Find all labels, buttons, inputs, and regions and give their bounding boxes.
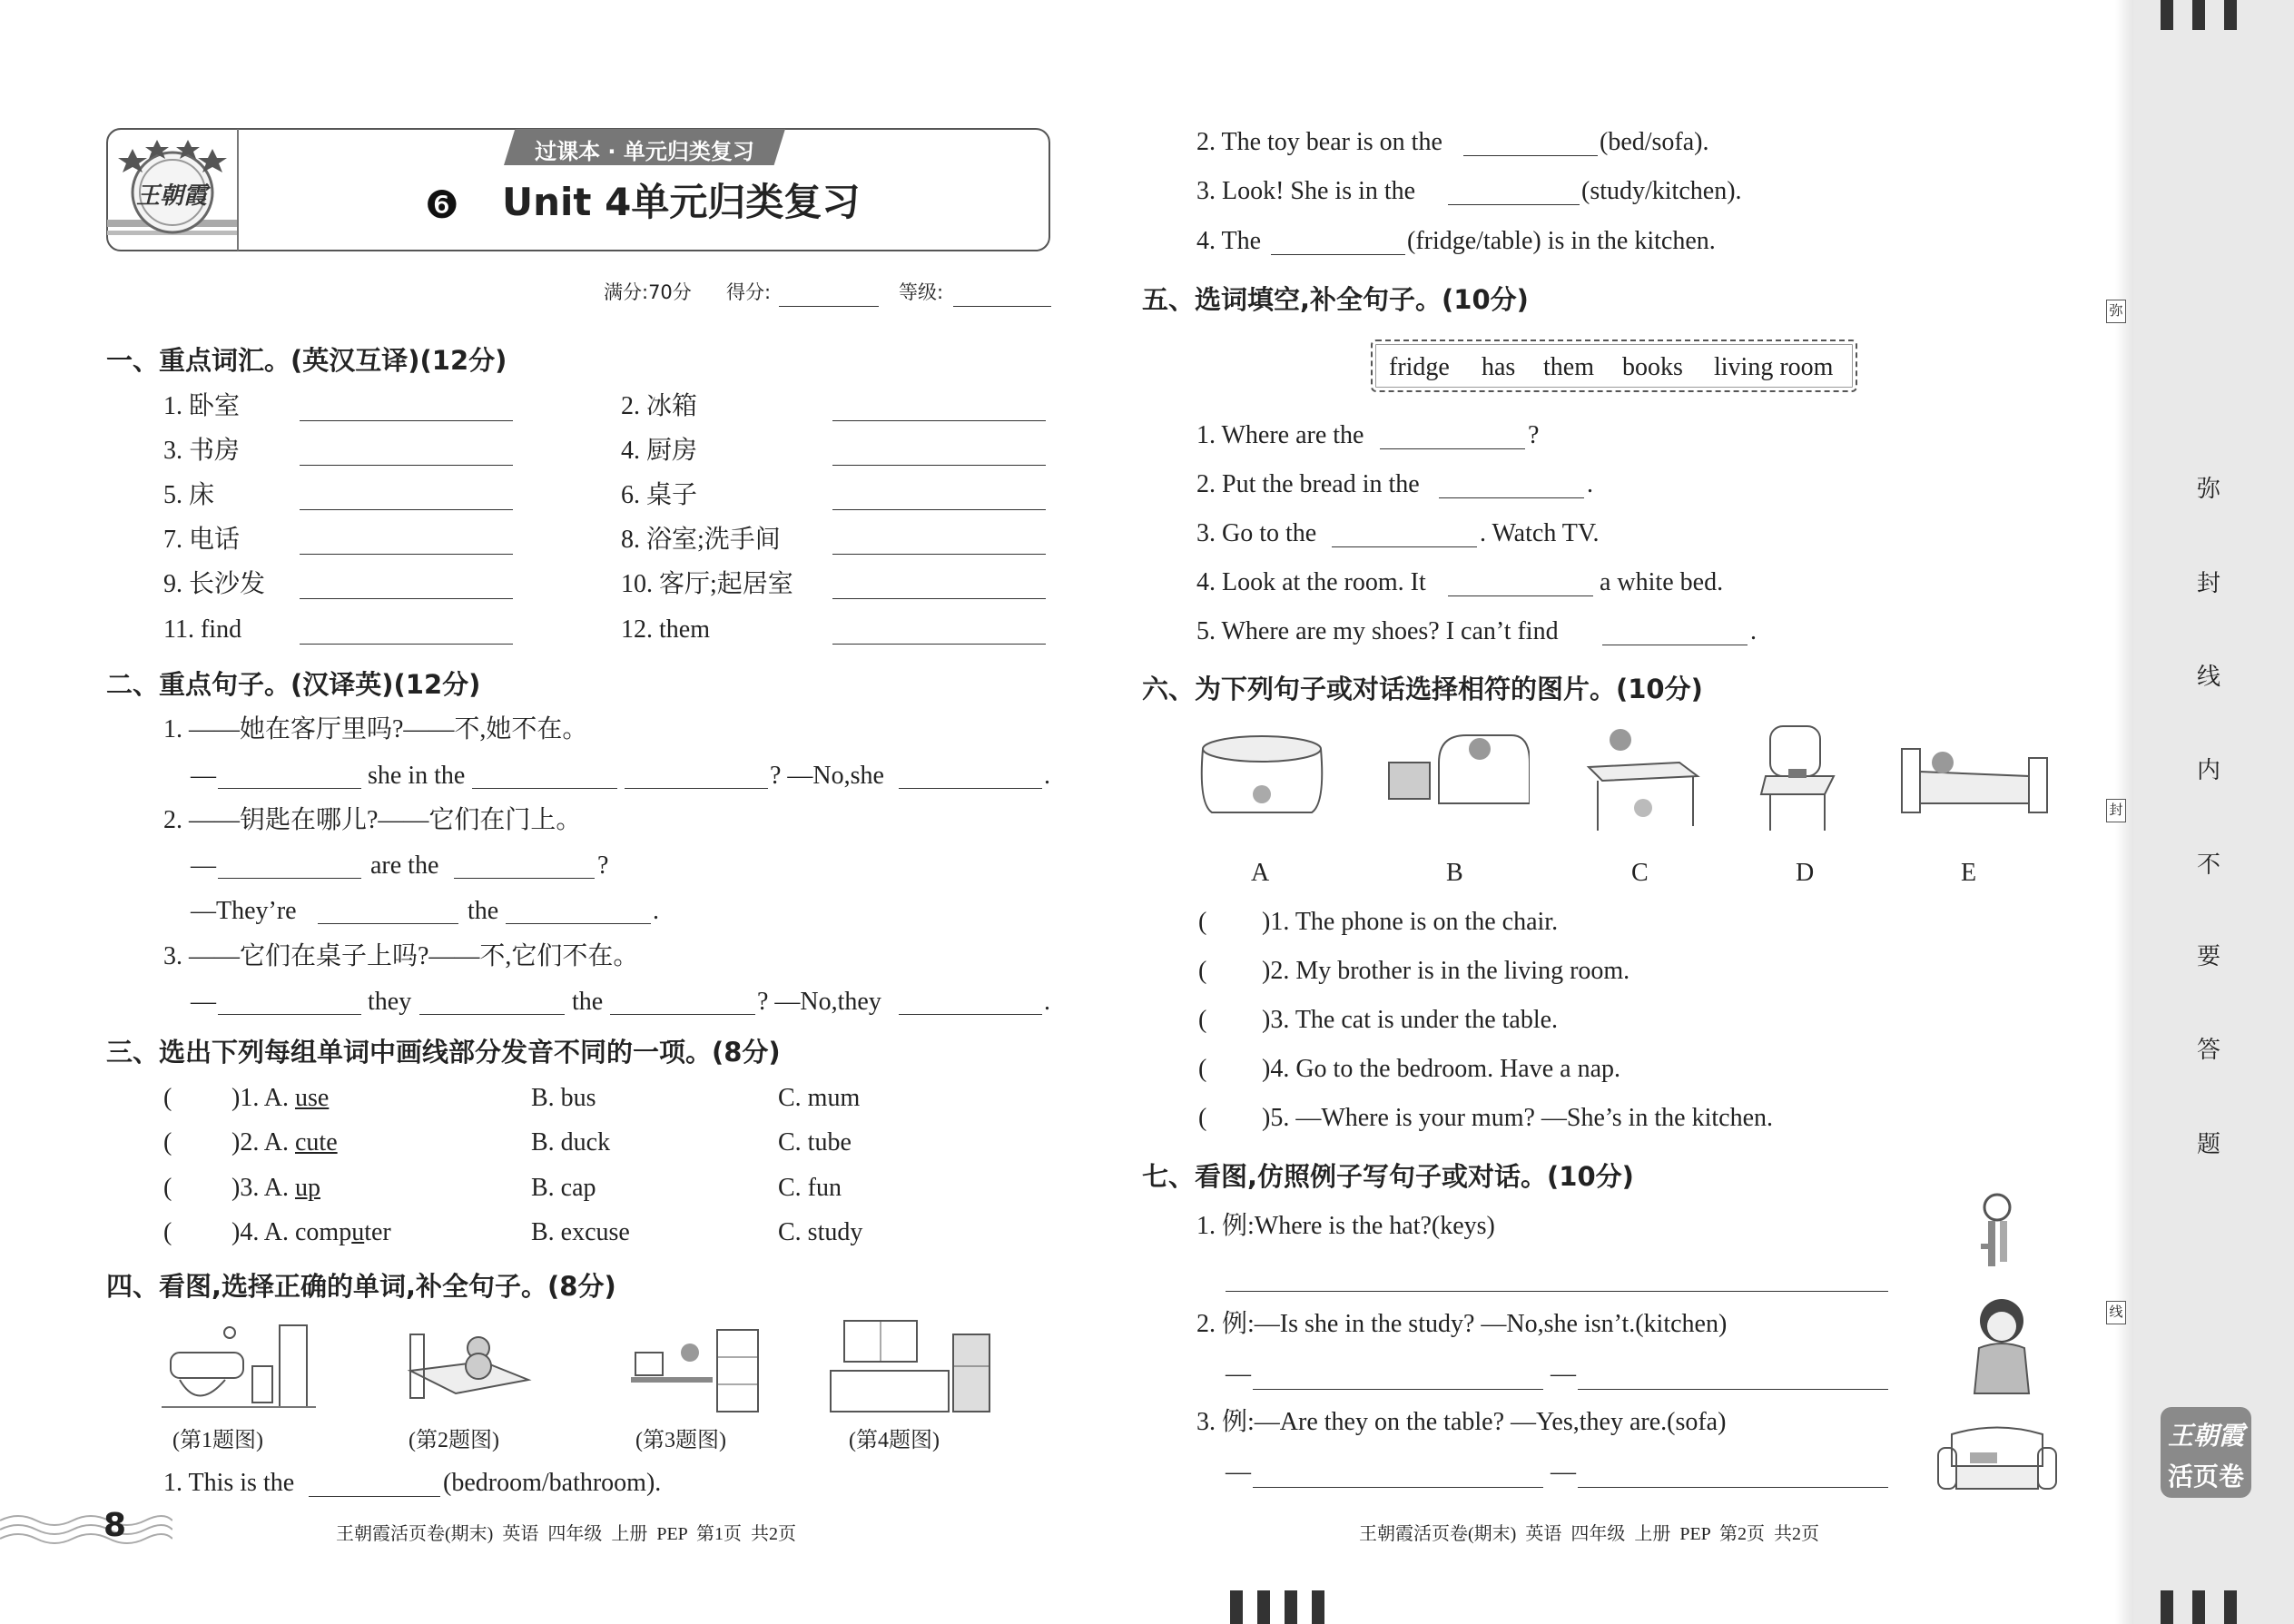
s7-dash: — [1226,1360,1251,1388]
s6-paren[interactable]: ( [1198,1055,1207,1083]
vocab-item: 3. 书房 [163,437,241,465]
bathroom-picture [162,1316,316,1421]
seal-line-char: 要 [2197,943,2221,970]
s6-paren[interactable]: ( [1198,1104,1207,1132]
answer-blank[interactable] [899,788,1042,789]
footer-left: 王朝霞活页卷(期末) 英语 四年级 上册 PEP 第1页 共2页 [336,1524,797,1544]
answer-blank[interactable] [1463,155,1598,156]
brand-badge-top: 王朝霞 [2167,1421,2244,1451]
section5-heading: 五、选词填空,补全句子。(10分) [1142,284,1529,315]
underlined-word: up [295,1174,320,1202]
seal-line-char: 封 [2197,570,2221,597]
brand-badge-bottom: 活页卷 [2167,1462,2244,1491]
s2-q3-text: the [572,988,604,1016]
bedroom-bear-picture [401,1316,537,1421]
seal-marker: 线 [2106,1301,2126,1324]
answer-blank[interactable] [454,878,595,879]
page-wave-decoration [0,1511,172,1552]
sofa-picture [1934,1416,2061,1507]
answer-blank[interactable] [1448,595,1593,596]
vocab-item: 5. 床 [163,481,215,509]
s4-q3-options: (study/kitchen). [1581,177,1742,205]
s2-q3-dot: . [1044,988,1050,1016]
picture-letter: C [1631,859,1649,887]
picture-E-bedroom-nap [1897,731,2052,826]
picture-C-cat-under-table [1580,722,1707,840]
s2-q1-text: ? —No,she [770,762,884,790]
s5-q5-end: . [1750,617,1757,645]
s3-row1-b: B. bus [531,1084,596,1112]
seal-marker: 弥 [2106,300,2126,323]
s2-q2-dash: — [191,851,216,880]
crop-mark [2224,1590,2237,1624]
answer-line[interactable] [1253,1487,1543,1488]
s2-q1-dot: . [1044,762,1050,790]
answer-blank[interactable] [1448,204,1580,205]
s4-q2-text: 2. The toy bear is on the [1196,128,1442,156]
s3-row1-c: C. mum [778,1084,861,1112]
s5-q3-text: 3. Go to the [1196,519,1317,547]
grade-field[interactable] [953,306,1051,307]
answer-blank[interactable] [1380,448,1525,449]
section7-heading: 七、看图,仿照例子写句子或对话。(10分) [1142,1161,1634,1192]
s5-q1-end: ? [1528,421,1540,449]
word-bank-item: fridge [1389,353,1450,381]
unit-number-badge: ❻ [425,182,459,227]
s2-q3-dash: — [191,988,216,1016]
answer-line[interactable] [1578,1389,1888,1390]
vocab-item: 7. 电话 [163,526,241,554]
s4-q4-text: 4. The [1196,227,1262,255]
s5-q4-text: 4. Look at the room. It [1196,568,1426,596]
vocab-item: 12. them [621,615,710,644]
s3-row4-c: C. study [778,1218,863,1246]
picture-letter: A [1251,859,1270,887]
vocab-item: 6. 桌子 [621,481,698,509]
answer-blank[interactable] [1439,497,1584,498]
answer-line[interactable] [1578,1487,1888,1488]
vocab-blank[interactable] [832,465,1046,466]
answer-blank[interactable] [610,1014,755,1015]
seal-line-char: 弥 [2197,476,2221,503]
s3-row3-num: )3. A. up [231,1174,320,1202]
answer-blank[interactable] [625,788,768,789]
figure-caption: (第3题图) [635,1429,726,1452]
section4-heading: 四、看图,选择正确的单词,补全句子。(8分) [106,1271,616,1302]
crop-mark [1285,1590,1297,1624]
s7-example3: 3. 例:—Are they on the table? —Yes,they are.(sofa) [1196,1408,1727,1436]
word-bank-item: books [1622,353,1683,381]
underlined-word: cute [295,1128,338,1156]
s3-row4-b: B. excuse [531,1218,630,1246]
s3-row2-num: )2. A. cute [231,1128,338,1156]
s7-dash: — [1226,1458,1251,1486]
crop-mark [1257,1590,1270,1624]
answer-line[interactable] [1253,1389,1543,1390]
answer-blank[interactable] [506,923,651,924]
s4-q2-options: (bed/sofa). [1600,128,1709,156]
study-picture [626,1321,772,1425]
picture-letter: E [1961,859,1977,887]
s2-q1-dash: — [191,762,216,790]
vocab-blank[interactable] [832,509,1046,510]
crop-mark [1230,1590,1243,1624]
answer-blank[interactable] [419,1014,565,1015]
s2-q3-text: they [368,988,412,1016]
vocab-blank[interactable] [832,598,1046,599]
s2-q2-text: the [468,897,499,925]
answer-blank[interactable] [1271,254,1405,255]
answer-blank[interactable] [318,923,458,924]
crop-mark [2161,0,2173,30]
answer-blank[interactable] [899,1014,1042,1015]
section3-heading: 三、选出下列每组单词中画线部分发音不同的一项。(8分) [106,1037,781,1068]
keys-picture [1970,1189,2024,1280]
s3-row3-b: B. cap [531,1174,596,1202]
underlined-word: computer [295,1218,391,1246]
score-field[interactable] [779,306,879,307]
vocab-blank[interactable] [300,465,513,466]
seal-line-char: 答 [2197,1037,2221,1064]
answer-blank[interactable] [1332,546,1477,547]
answer-blank[interactable] [218,788,361,789]
page-title: Unit 4单元归类复习 [502,180,861,224]
s2-q2-dot: . [653,897,659,925]
vocab-blank[interactable] [300,420,513,421]
s3-paren[interactable]: ( [163,1218,172,1246]
s3-row2-b: B. duck [531,1128,611,1156]
crop-mark [2192,0,2205,30]
girl-picture [1965,1294,2038,1403]
picture-D-phone-on-chair [1752,722,1852,840]
s4-q1-options: (bedroom/bathroom). [443,1469,662,1497]
crop-mark [2161,1590,2173,1624]
s2-q1-text: she in the [368,762,466,790]
vocab-blank[interactable] [300,554,513,555]
grade-label: 等级: [899,281,944,303]
word-bank-item: living room [1714,353,1834,381]
s6-paren[interactable]: ( [1198,957,1207,985]
s6-item: )5. —Where is your mum? —She’s in the kitchen. [1262,1104,1773,1132]
s3-paren[interactable]: ( [163,1174,172,1202]
s5-q3-end: . Watch TV. [1480,519,1600,547]
s7-dash: — [1551,1360,1576,1388]
s2-q3-prompt: 3. ——它们在桌子上吗?——不,它们不在。 [163,942,639,970]
vocab-item: 9. 长沙发 [163,570,266,598]
s7-example1: 1. 例:Where is the hat?(keys) [1196,1212,1495,1240]
vocab-item: 2. 冰箱 [621,392,698,420]
vocab-blank[interactable] [832,554,1046,555]
vocab-blank[interactable] [300,644,513,645]
word-bank-item: them [1543,353,1594,381]
s6-paren[interactable]: ( [1198,908,1207,936]
footer-right: 王朝霞活页卷(期末) 英语 四年级 上册 PEP 第2页 共2页 [1359,1524,1820,1544]
section2-heading: 二、重点句子。(汉译英)(12分) [106,669,481,700]
vocab-blank[interactable] [300,509,513,510]
answer-blank[interactable] [218,878,361,879]
got-label: 得分: [726,281,772,303]
s3-row2-c: C. tube [778,1128,852,1156]
page-number: 8 [103,1507,127,1544]
vocab-blank[interactable] [832,644,1046,645]
answer-blank[interactable] [309,1496,440,1497]
s2-q1-prompt: 1. ——她在客厅里吗?——不,她不在。 [163,715,588,743]
seal-line-char: 题 [2197,1131,2221,1158]
crop-mark [2192,1590,2205,1624]
word-bank-item: has [1482,353,1516,381]
vocab-blank[interactable] [832,420,1046,421]
s6-item: )3. The cat is under the table. [1262,1006,1559,1034]
s3-row3-c: C. fun [778,1174,842,1202]
seal-line-char: 线 [2197,664,2221,691]
crop-mark [1312,1590,1324,1624]
picture-B-living-room [1384,726,1530,831]
answer-line[interactable] [1226,1291,1888,1292]
s4-q4-options: (fridge/table) is in the kitchen. [1407,227,1716,255]
s7-example2: 2. 例:—Is she in the study? —No,she isn’t.(kitchen) [1196,1310,1728,1338]
s3-row4-num: )4. A. computer [231,1218,391,1246]
s5-q1-text: 1. Where are the [1196,421,1364,449]
seal-line-char: 内 [2197,757,2221,784]
s2-q2-prompt: 2. ——钥匙在哪儿?——它们在门上。 [163,806,582,834]
vocab-item: 11. find [163,615,242,644]
s4-q1-text: 1. This is the [163,1469,295,1497]
seal-line-char: 不 [2197,851,2221,879]
s3-paren[interactable]: ( [163,1128,172,1156]
s5-q2-end: . [1587,470,1593,498]
s2-q3-text: ? —No,they [757,988,881,1016]
s6-item: )1. The phone is on the chair. [1262,908,1559,936]
figure-caption: (第4题图) [849,1429,940,1452]
picture-A-table [1194,731,1330,826]
s6-paren[interactable]: ( [1198,1006,1207,1034]
vocab-item: 4. 厨房 [621,437,698,465]
s5-q5-text: 5. Where are my shoes? I can’t find [1196,617,1559,645]
answer-blank[interactable] [218,1014,361,1015]
vocab-blank[interactable] [300,598,513,599]
s2-q2-text: are the [370,851,439,880]
vocab-item: 10. 客厅;起居室 [621,570,793,598]
header-banner-text: 过课本 · 单元归类复习 [535,139,754,164]
vocab-item: 1. 卧室 [163,392,241,420]
s4-q3-text: 3. Look! She is in the [1196,177,1416,205]
seal-marker: 封 [2106,799,2126,822]
logo-text: 王朝霞 [136,182,208,210]
figure-caption: (第1题图) [172,1429,263,1452]
binding-sidebar [2133,0,2294,1624]
picture-letter: D [1796,859,1815,887]
s6-item: )2. My brother is in the living room. [1262,957,1630,985]
s3-paren[interactable]: ( [163,1084,172,1112]
s6-item: )4. Go to the bedroom. Have a nap. [1262,1055,1620,1083]
s7-dash: — [1551,1458,1576,1486]
vocab-item: 8. 浴室;洗手间 [621,526,781,554]
underlined-word: use [295,1084,330,1112]
answer-blank[interactable] [472,788,617,789]
section1-heading: 一、重点词汇。(英汉互译)(12分) [106,345,507,376]
s5-q4-end: a white bed. [1600,568,1724,596]
kitchen-picture [826,1316,994,1425]
s2-q2-text: —They’re [191,897,297,925]
s2-q2-text: ? [597,851,609,880]
section6-heading: 六、为下列句子或对话选择相符的图片。(10分) [1142,674,1703,704]
s3-row1-num: )1. A. use [231,1084,330,1112]
score-label: 满分:70分 [604,281,692,303]
figure-caption: (第2题图) [409,1429,499,1452]
s5-q2-text: 2. Put the bread in the [1196,470,1420,498]
crop-mark [2224,0,2237,30]
picture-letter: B [1446,859,1463,887]
